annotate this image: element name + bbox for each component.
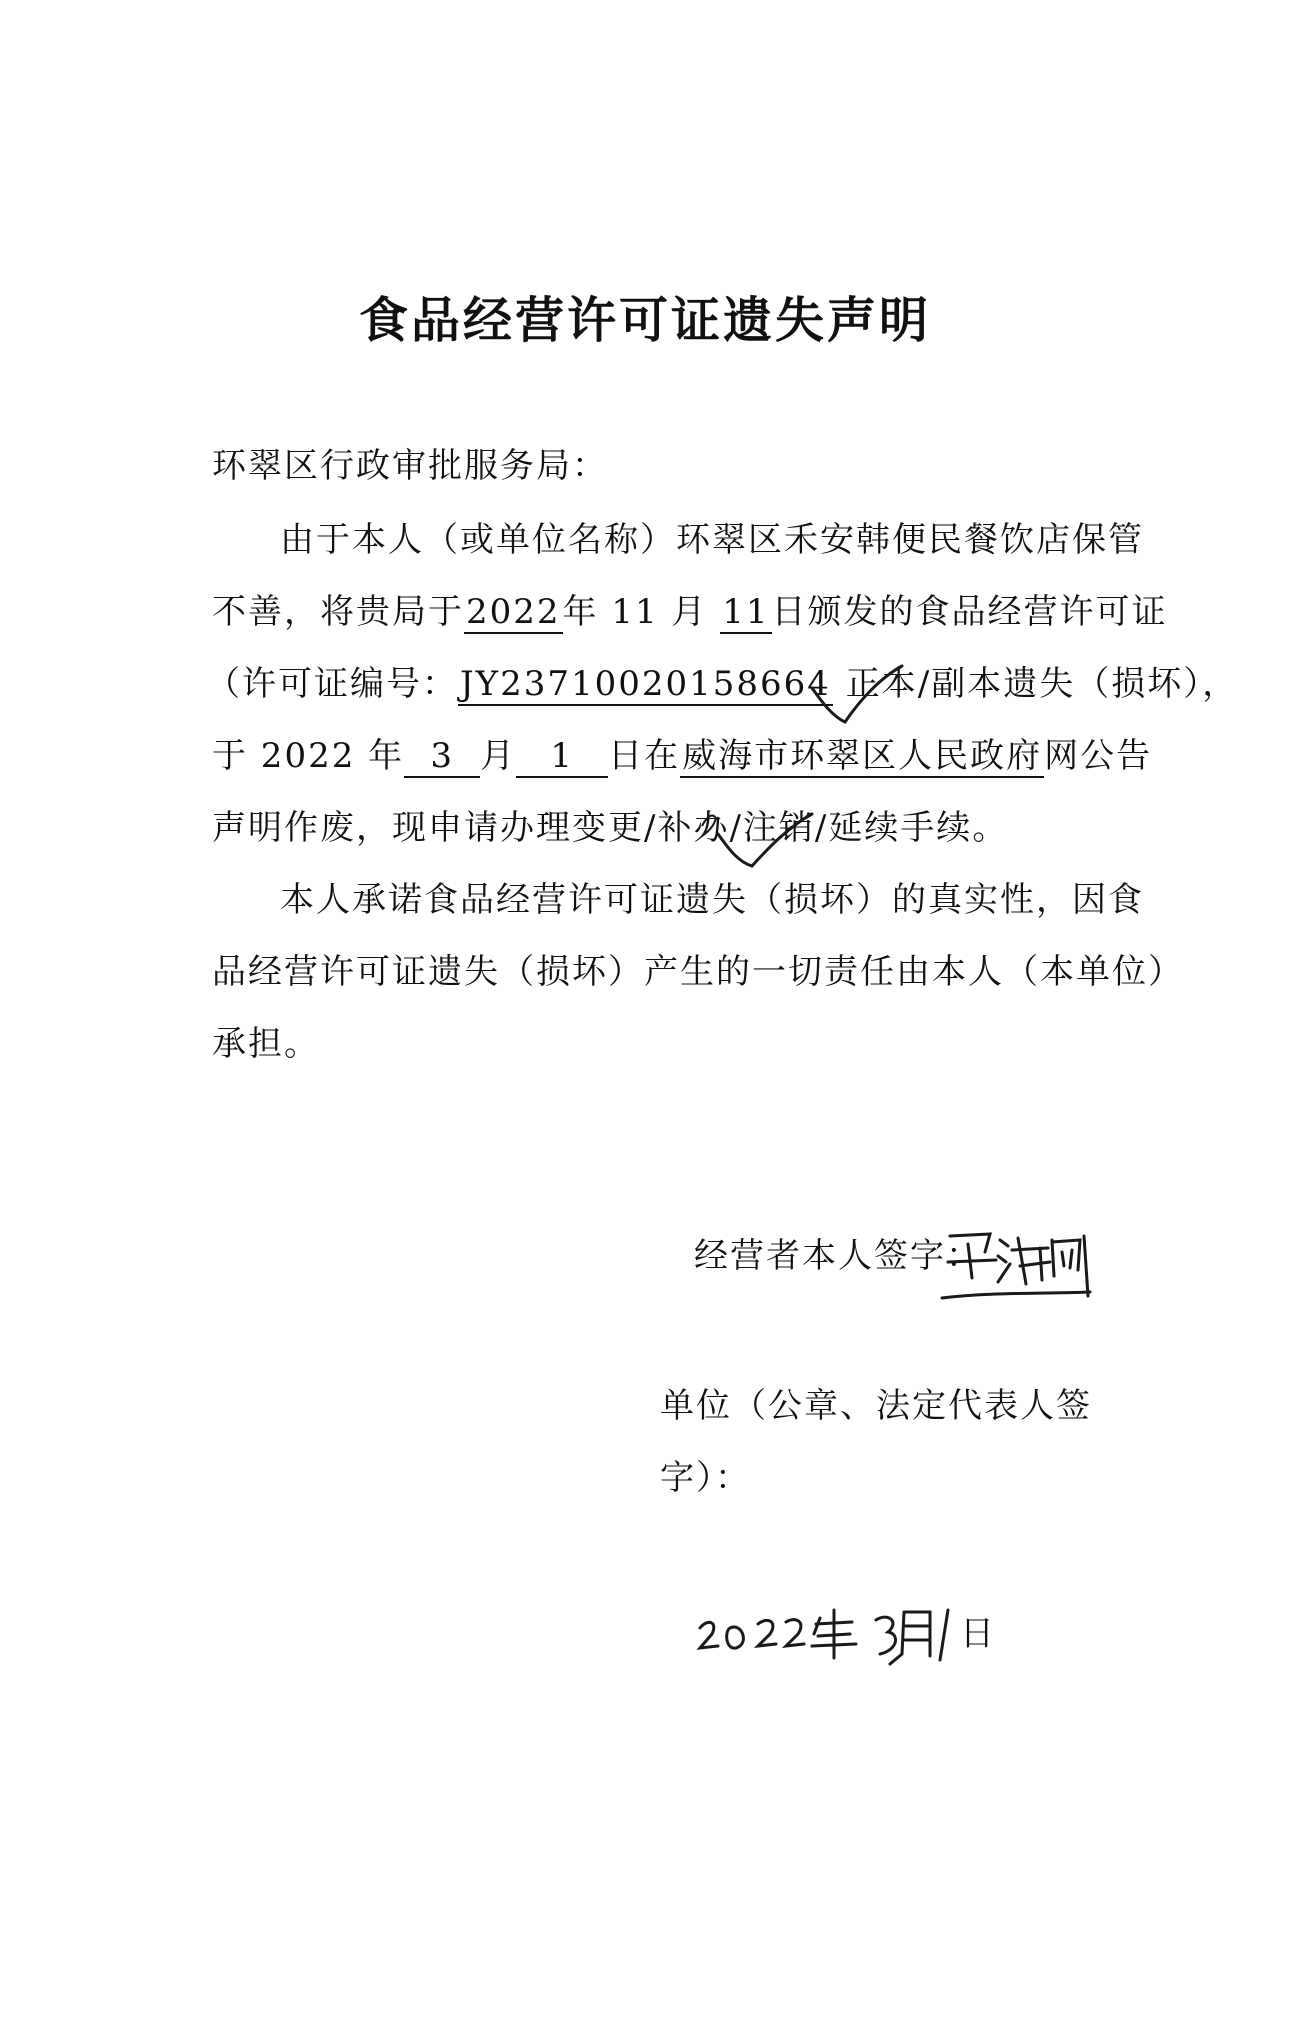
text-segment: 遗失（损坏）， <box>1003 664 1239 704</box>
notice-day-field: 1 <box>516 739 608 778</box>
paragraph-2-line-2: 品经营许可证遗失（损坏）产生的一切责任由本人（本单位） <box>212 952 1184 992</box>
paragraph-1-line-4 <box>212 728 1152 778</box>
signature-label: 经营者本人签字： <box>694 1236 982 1276</box>
paragraph-2-line-1: 本人承诺食品经营许可证遗失（损坏）的真实性，因食 <box>280 880 1144 920</box>
paragraph-1-line-3 <box>206 656 1238 706</box>
notice-month-field: 3 <box>404 739 480 778</box>
text-segment: 不善，将贵局于 <box>212 592 464 632</box>
date-day-character: 日 <box>960 1614 996 1654</box>
deleted-copy-option: 副本 <box>931 664 1004 704</box>
paragraph-1-line-1: 由于本人（或单位名称）环翠区禾安韩便民餐饮店保管 <box>280 520 1144 560</box>
text-segment: （许可证编号： <box>206 664 458 704</box>
issue-day-field: 11 <box>722 592 770 632</box>
license-number-field: JY23710020158664 <box>460 664 831 704</box>
document-title: 食品经营许可证遗失声明 <box>358 292 931 349</box>
addressee: 环翠区行政审批服务局： <box>212 446 608 486</box>
handwritten-date <box>700 1610 948 1664</box>
text-segment: 网公告 <box>1044 736 1153 776</box>
paragraph-2-line-3: 承担。 <box>212 1024 320 1064</box>
text-segment: 正本/ <box>845 664 932 704</box>
paragraph-1-line-5: 声明作废，现申请办理变更/补办/注销/延续手续。 <box>212 808 1009 848</box>
unit-seal-label-line-1: 单位（公章、法定代表人签 <box>660 1386 1092 1426</box>
notice-site-field: 威海市环翠区人民政府 <box>682 736 1043 776</box>
unit-seal-label-line-2: 字）： <box>660 1458 751 1498</box>
text-segment: 于 2022 年 <box>212 736 405 776</box>
issue-year-field: 2022 <box>466 592 561 632</box>
text-segment: 年 11 月 <box>562 592 708 632</box>
text-segment: 月 <box>480 736 517 776</box>
text-segment: 日在 <box>608 736 681 776</box>
paragraph-1-line-2 <box>212 584 1168 634</box>
text-segment: 日颁发的食品经营许可证 <box>771 592 1168 632</box>
